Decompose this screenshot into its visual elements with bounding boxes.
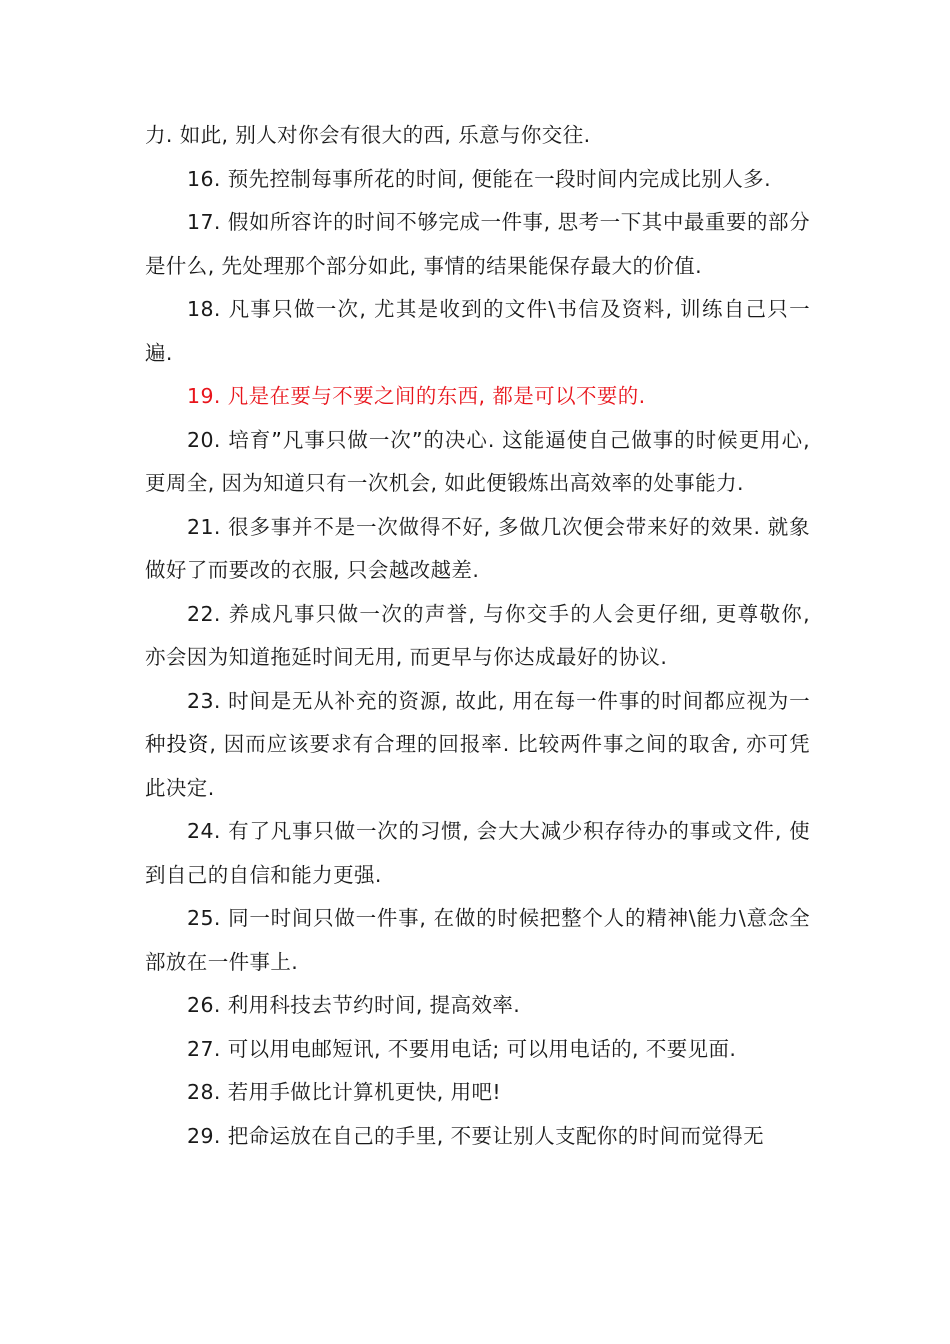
item-text: 凡事只做一次, 尤其是收到的文件\书信及资料, 训练自己只一遍. [145,297,810,365]
item-number: 23. [187,688,221,713]
item-text: 有了凡事只做一次的习惯, 会大大减少积存待办的事或文件, 使到自己的自信和能力更强. [145,819,810,887]
item-number: 17. [187,210,221,234]
paragraph-text: 力. 如此, 别人对你会有很大的西, 乐意与你交往. [145,123,591,147]
item-number: 26. [187,993,221,1017]
item-text-before: 时间是无从补充的资源, 故此, 用在每一件事的时间都应视为一种 [145,688,810,756]
list-item-22 [145,593,810,680]
list-item-23 [145,680,810,811]
item-number: 28. [187,1080,221,1104]
item-number: 20. [187,427,221,452]
item-number: 21. [187,514,221,539]
item-text: 若用手做比计算机更快, 用吧! [227,1080,501,1104]
list-item-26 [145,984,810,1028]
item-number: 25. [187,906,221,930]
list-item-28 [145,1071,810,1115]
list-item-16 [145,158,810,202]
item-text: 可以用电邮短讯, 不要用电话; 可以用电话的, 不要见面. [227,1036,737,1061]
item-text: 假如所容许的时间不够完成一件事, 思考一下其中最重要的部分是什么, 先处理那个部分如此, 事情的结果能保存最大的价值. [145,210,810,278]
item-text: 利用科技去节约时间, 提高效率. [227,993,521,1017]
item-text: 同一时间只做一件事, 在做的时候把整个人的精神\能力\意念全部放在一件事上. [145,906,810,974]
item-text: 把命运放在自己的手里, 不要让别人支配你的时间而觉得无 [227,1123,765,1148]
document-body [145,114,810,1158]
list-item-24 [145,810,810,897]
list-item-29 [145,1115,810,1159]
item-number: 19. [187,384,221,408]
list-item-27 [145,1028,810,1072]
item-highlight-link[interactable]: 投资 [166,732,210,756]
item-number: 18. [187,297,221,321]
item-text: 培育”凡事只做一次”的决心. 这能逼使自己做事的时候更用心, 更周全, 因为知道只有一次机会, 如此便锻炼出高效率的处事能力. [145,427,810,495]
item-text-after: , 因而应该要求有合理的回报率. 比较两件事之间的取舍, 亦可凭此决定. [145,732,810,800]
list-item-21 [145,506,810,593]
list-item-18 [145,288,810,375]
item-number: 16. [187,166,221,191]
item-number: 24. [187,819,221,843]
paragraph-continuation [145,114,810,158]
item-number: 22. [187,601,221,626]
item-text: 预先控制每事所花的时间, 便能在一段时间内完成比别人多. [227,166,771,191]
item-number: 29. [187,1123,221,1148]
item-text: 凡是在要与不要之间的东西, 都是可以不要的. [227,384,646,408]
list-item-20 [145,419,810,506]
list-item-19-emphasized [145,375,810,419]
item-text: 很多事并不是一次做得不好, 多做几次便会带来好的效果. 就象做好了而要改的衣服, 只会越改越差. [145,514,810,582]
list-item-25 [145,897,810,984]
item-text: 养成凡事只做一次的声誉, 与你交手的人会更仔细, 更尊敬你, 亦会因为知道拖延时间无用, 而更早与你达成最好的协议. [145,601,810,669]
item-number: 27. [187,1036,221,1061]
list-item-17 [145,201,810,288]
